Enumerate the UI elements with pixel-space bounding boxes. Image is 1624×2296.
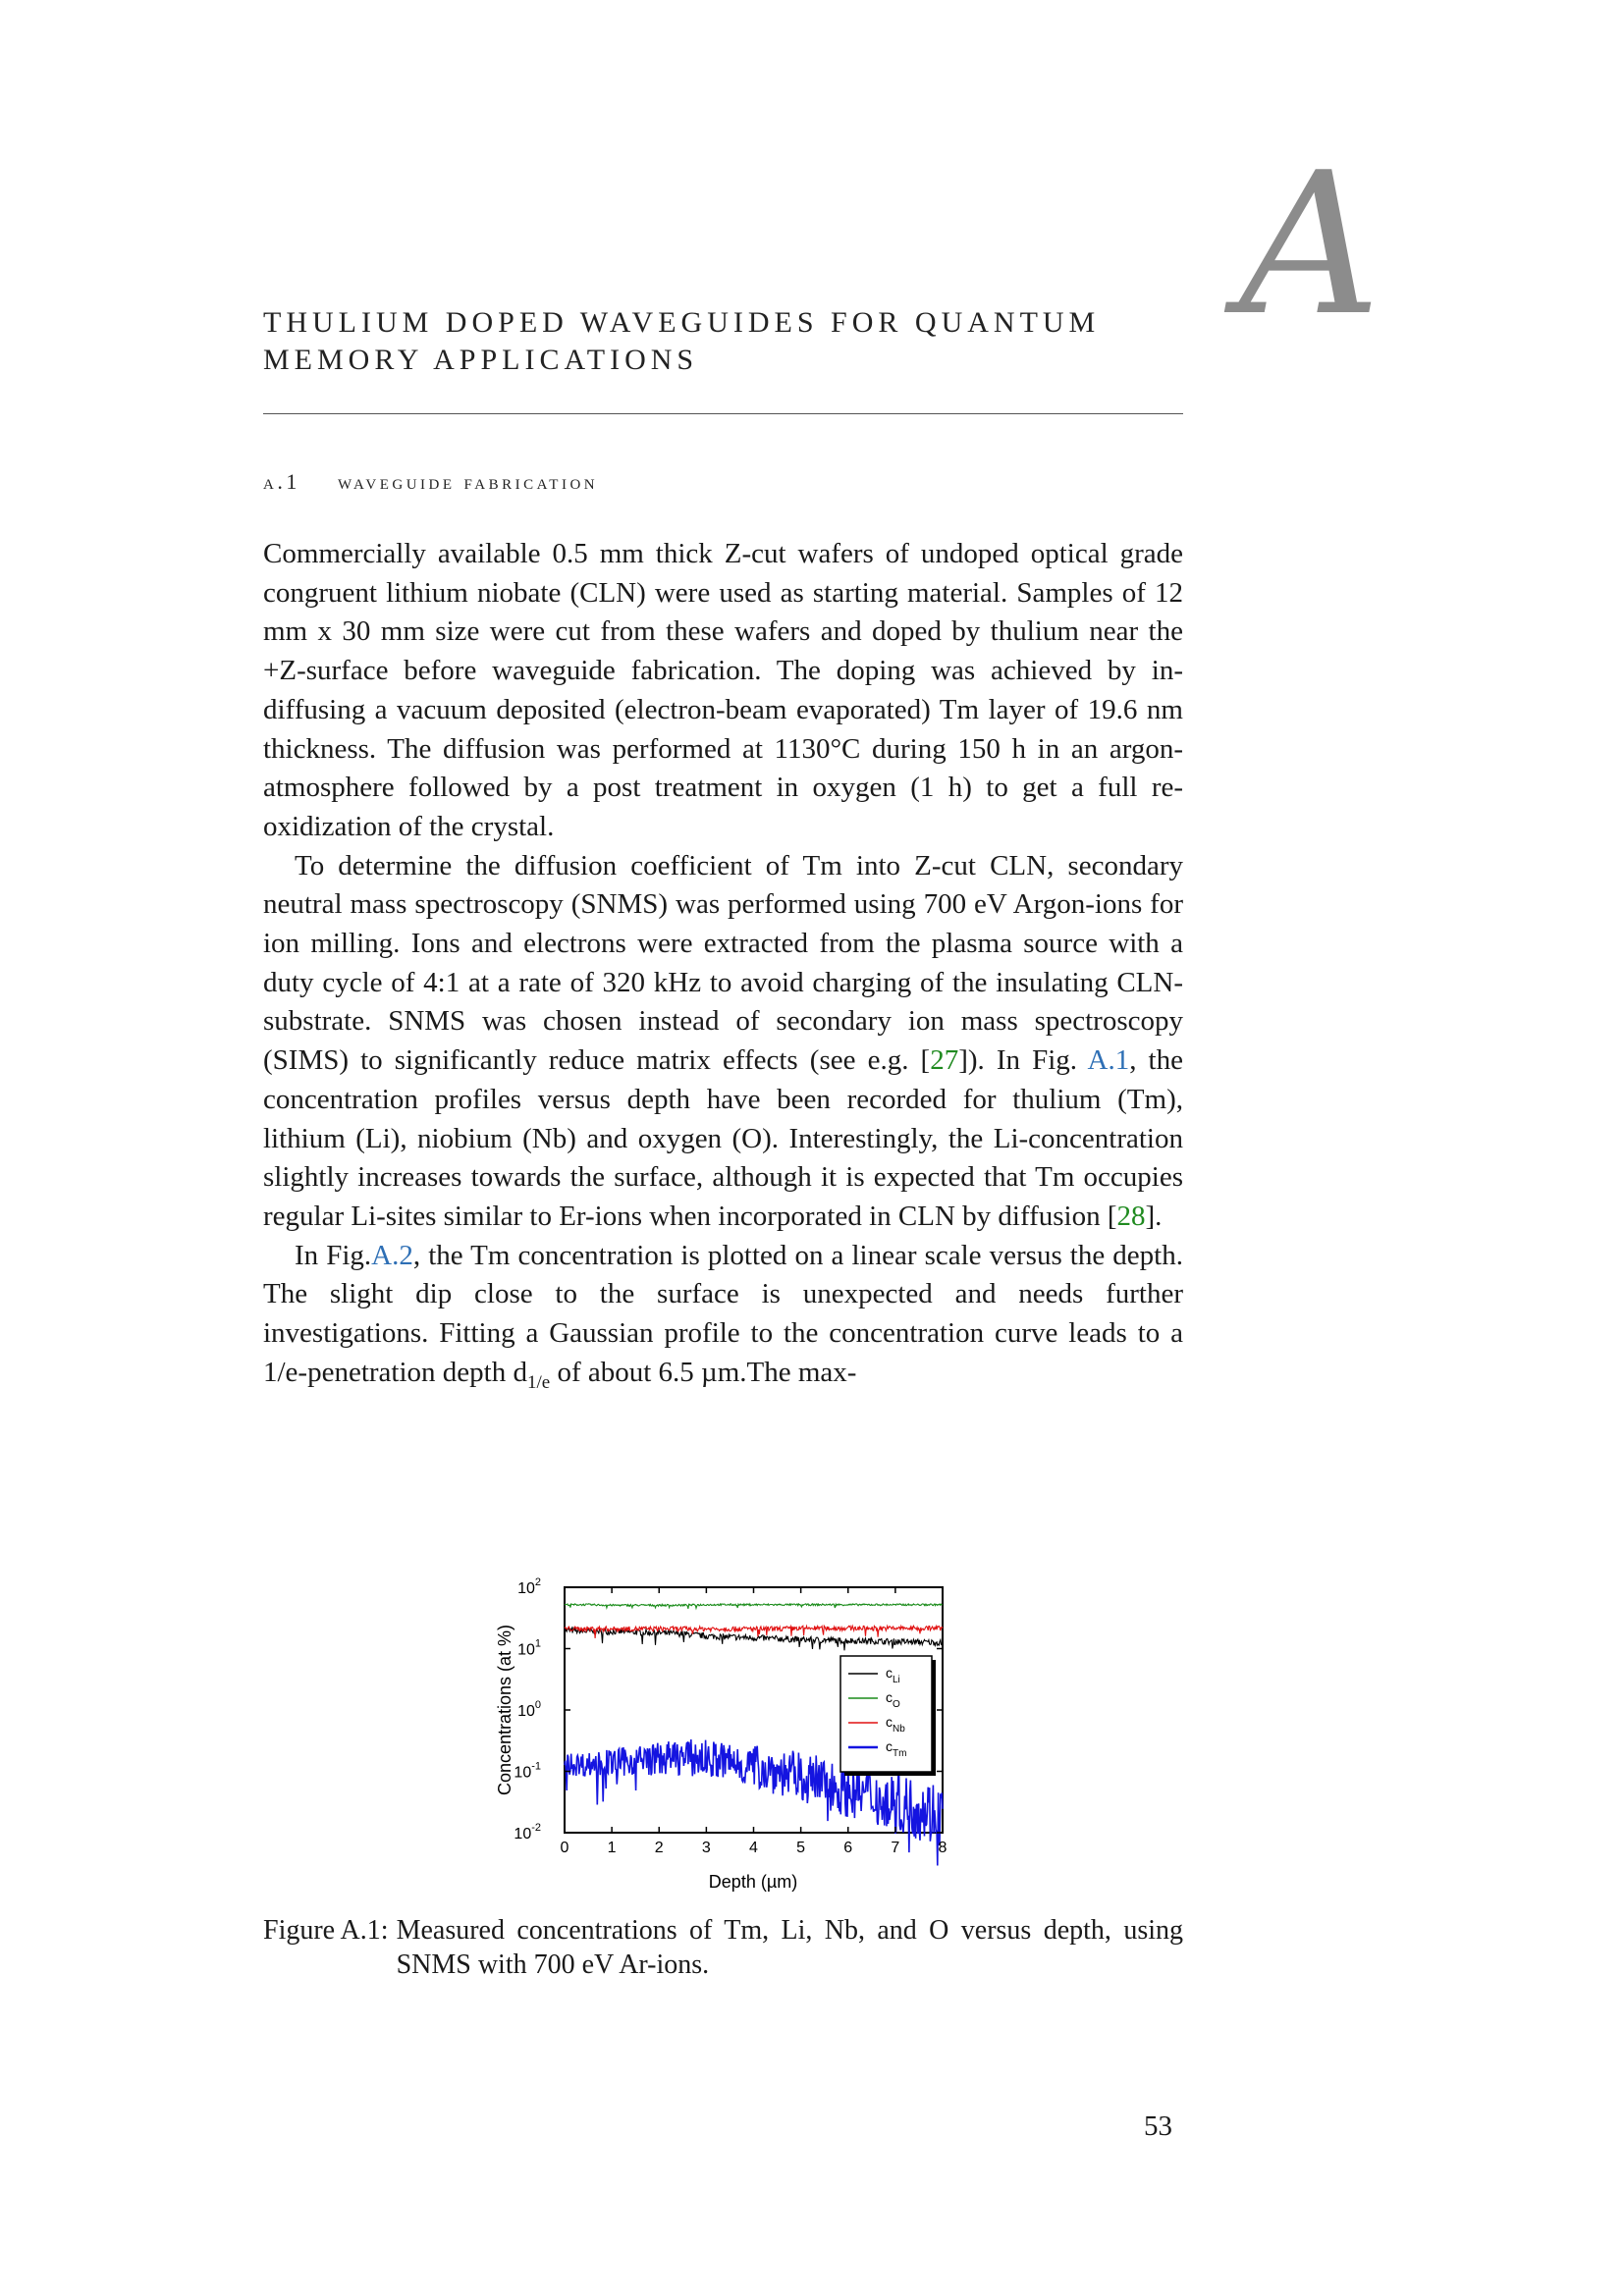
y-tick-label: $10^2$: [517, 1576, 541, 1597]
x-tick-label: 8: [938, 1840, 947, 1856]
section-title: waveguide fabrication: [338, 469, 599, 494]
legend-label-cTm: $c_{Tm}$: [886, 1738, 907, 1759]
paragraph-2-text-a: To determine the diffusion coefficient of Tm into Z-cut CLN, secondary neutral mass spectroscopy (SNMS) was performed using 700 eV Argon-ions for ion milling. Ions and electrons were extracted from the plasma source with a duty cycle of 4:1 at a rate of 320 kHz to avoid charging of the insulating CLN-substrate. SNMS was chosen instead of secondary ion mass spectroscopy (SIMS) to significantly reduce matrix effects (see e.g. [: [263, 849, 1183, 1077]
paragraph-3-text-b: , the Tm concentration is plotted on a linear scale versus the depth. The slight dip close to the surface is unexpected and needs further investigations. Fitting a Gaussian profile to the concentration curve leads to a 1/e-penetration depth d: [263, 1239, 1183, 1388]
x-axis-label: Depth (µm): [708, 1872, 798, 1892]
figure-caption: [263, 1913, 1183, 1982]
figure-link-a1[interactable]: A.1: [1087, 1044, 1130, 1077]
legend-label-cLi: $c_{Li}$: [886, 1665, 900, 1685]
y-tick-label: $10^{-2}$: [514, 1822, 541, 1842]
paragraph-3-text-a: In Fig.: [295, 1239, 372, 1271]
paragraph-2-text-c: , the concentration profiles versus depth have been recorded for thulium (Tm), lithium (Li), niobium (Nb) and oxygen (O). Interestingly, the Li-concentration slightly increases towards the surface, although it is expected that Tm occupies regular Li-sites similar to Er-ions when incorporated in CLN by diffusion [: [263, 1044, 1183, 1232]
legend-label-cO: $c_O$: [886, 1689, 900, 1710]
section-number: a.1: [263, 469, 300, 494]
x-tick-label: 3: [701, 1840, 711, 1856]
x-tick-label: 4: [749, 1840, 758, 1856]
x-tick-label: 5: [796, 1840, 806, 1856]
legend-label-cNb: $c_{Nb}$: [886, 1714, 905, 1735]
chapter-title: [263, 304, 1225, 379]
paragraph-2: [263, 847, 1183, 1237]
y-tick-label: $10^0$: [517, 1699, 541, 1720]
paragraph-3: [263, 1237, 1183, 1403]
caption-label: Figure A.1:: [263, 1915, 389, 1946]
y-axis-label: Concentrations (at %): [495, 1624, 514, 1796]
page-number: 53: [1144, 2110, 1172, 2142]
body-text: [263, 535, 1183, 1402]
paragraph-3-text-c: of about 6.5 µm.The max-: [550, 1356, 857, 1388]
chapter-divider: [263, 413, 1183, 414]
paragraph-1: Commercially available 0.5 mm thick Z-cut wafers of undoped optical grade congruent lithium niobate (CLN) were used as starting material. Samples of 12 mm x 30 mm size were cut from these wafers and doped by thulium near the +Z-surface before waveguide fabrication. The doping was achieved by in-diffusing a vacuum deposited (electron-beam evaporated) Tm layer of 19.6 nm thickness. The diffusion was performed at 1130°C during 150 h in an argon-atmosphere followed by a post treatment in oxygen (1 h) to get a full re-oxidization of the crystal.: [263, 538, 1183, 842]
x-tick-label: 6: [843, 1840, 853, 1856]
x-tick-label: 2: [654, 1840, 664, 1856]
x-tick-label: 1: [607, 1840, 617, 1856]
figure-a1: [481, 1561, 972, 1904]
citation-link-28[interactable]: 28: [1116, 1200, 1146, 1232]
subscript-1e: 1/e: [526, 1371, 551, 1393]
figure-link-a2[interactable]: A.2: [371, 1239, 413, 1271]
concentration-chart: [481, 1561, 972, 1904]
y-tick-label: $10^{-1}$: [514, 1760, 541, 1782]
paragraph-2-text-b: ]). In Fig.: [958, 1044, 1088, 1077]
chapter-letter: A: [1239, 131, 1381, 359]
chapter-title-line2: MEMORY APPLICATIONS: [263, 344, 699, 376]
citation-link-27[interactable]: 27: [930, 1044, 959, 1077]
y-tick-label: $10^1$: [517, 1637, 541, 1659]
chapter-title-line1: THULIUM DOPED WAVEGUIDES FOR QUANTUM: [263, 306, 1101, 339]
caption-text: Measured concentrations of Tm, Li, Nb, and O versus depth, using SNMS with 700 eV Ar-ions.: [396, 1915, 1183, 1980]
section-heading: [263, 467, 598, 497]
paragraph-2-text-d: ].: [1145, 1200, 1163, 1232]
x-tick-label: 7: [891, 1840, 900, 1856]
x-tick-label: 0: [560, 1840, 569, 1856]
legend: [840, 1656, 936, 1776]
